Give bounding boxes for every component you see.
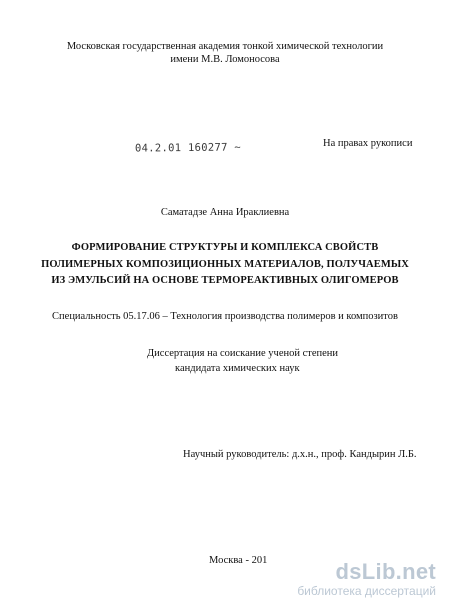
dissertation-title-line-1: ФОРМИРОВАНИЕ СТРУКТУРЫ И КОМПЛЕКСА СВОЙСТВ xyxy=(71,242,379,253)
dissertation-title-line-2: ПОЛИМЕРНЫХ КОМПОЗИЦИОННЫХ МАТЕРИАЛОВ, ПОЛУЧАЕМЫХ xyxy=(41,259,409,270)
library-stamp-code: 04.2.01 160277 ~ xyxy=(134,141,242,155)
manuscript-rights-note: На правах рукописи xyxy=(323,138,413,149)
supervisor-line: Научный руководитель: д.х.н., проф. Кандырин Л.Б. xyxy=(183,449,417,460)
dslib-watermark xyxy=(297,561,436,597)
specialty-line: Специальность 05.17.06 – Технология производства полимеров и композитов xyxy=(52,311,398,322)
institution-name-line-1: Московская государственная академия тонкой химической технологии xyxy=(66,41,384,52)
dissertation-title-line-3: ИЗ ЭМУЛЬСИЙ НА ОСНОВЕ ТЕРМОРЕАКТИВНЫХ ОЛИГОМЕРОВ xyxy=(51,275,399,286)
city-year-footer: Москва - 201 xyxy=(209,555,268,566)
degree-line-2: кандидата химических наук xyxy=(175,363,300,374)
watermark-brand: dsLib.net xyxy=(335,559,436,584)
author-name: Саматадзе Анна Ираклиевна xyxy=(160,207,290,218)
institution-name-line-2: имени М.В. Ломоносова xyxy=(170,54,280,65)
degree-line-1: Диссертация на соискание ученой степени xyxy=(147,348,339,359)
watermark-subtitle: библиотека диссертаций xyxy=(297,584,436,598)
